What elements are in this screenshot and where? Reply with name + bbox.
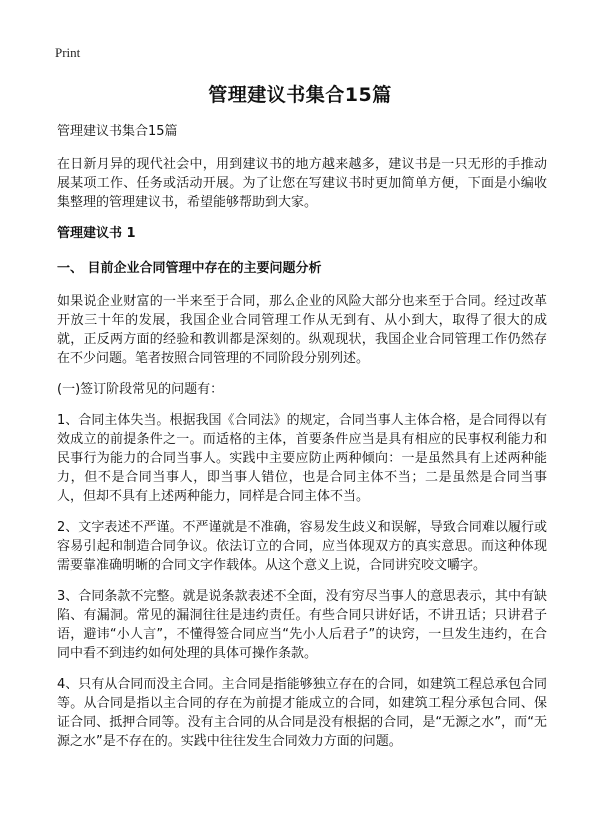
body-paragraph: 如果说企业财富的一半来至于合同，那么企业的风险大部分也来至于合同。经过改革开放三十年的发展，我国企业合同管理工作从无到有、从小到大，取得了很大的成就，正反两方面的经验和教训都是深刻的。纵观现状，我国企业合同管理工作仍然存在不少问题。笔者按照合同管理的不同阶段分别列述。 — [57, 294, 547, 366]
subsection-heading: 一、 目前企业合同管理中存在的主要问题分析 — [57, 261, 322, 276]
article-subtitle: 管理建议书集合15篇 — [57, 124, 178, 139]
list-item: 4、只有从合同而没主合同。主合同是指能够独立存在的合同，如建筑工程总承包合同等。从合同是指以主合同的存在为前提才能成立的合同，如建筑工程分承包合同、保证合同、抵押合同等。没有主合同的从合同是没有根据的合同，是“无源之水”，而“无源之水”是不存在的。实践中往往发生合同效力方面的问题。 — [57, 677, 547, 749]
print-link[interactable]: Print — [55, 45, 81, 60]
intro-paragraph: 在日新月异的现代社会中，用到建议书的地方越来越多，建议书是一只无形的手推动展某项工作、任务或活动开展。为了让您在写建议书时更加简单方便，下面是小编收集整理的管理建议书，希望能够帮助到大家。 — [57, 157, 547, 210]
list-item: 1、合同主体失当。根据我国《合同法》的规定，合同当事人主体合格，是合同得以有效成立的前提条件之一。而适格的主体，首要条件应当是具有相应的民事权利能力和民事行为能力的合同当事人。实践中主要应防止两种倾向：一是虽然具有上述两种能力，但不是合同当事人，即当事人错位，也是合同主体不当；二是虽然是合同当事人，但却不具有上述两种能力，同样是合同主体不当。 — [57, 413, 547, 504]
section-heading: 管理建议书 1 — [57, 226, 136, 241]
list-heading: (一)签订阶段常见的问题有： — [57, 382, 224, 397]
list-item: 3、合同条款不完整。就是说条款表述不全面，没有穷尽当事人的意思表示，其中有缺陷、有漏洞。常见的漏洞往往是违约责任。有些合同只讲好话，不讲丑话；只讲君子语，避讳“小人言”，不懂得签合同应当“先小人后君子”的诀窍，一旦发生违约，在合同中看不到违约如何处理的具体可操作条款。 — [57, 589, 547, 661]
article-body — [57, 122, 547, 763]
page-title: 管理建议书集合15篇 — [208, 84, 392, 106]
list-item: 2、文字表述不严谨。不严谨就是不准确，容易发生歧义和误解，导致合同难以履行或容易引起和制造合同争议。依法订立的合同，应当体现双方的真实意思。而这种体现需要靠准确明晰的合同文字作载体。从这个意义上说，合同讲究咬文嚼字。 — [57, 520, 547, 573]
